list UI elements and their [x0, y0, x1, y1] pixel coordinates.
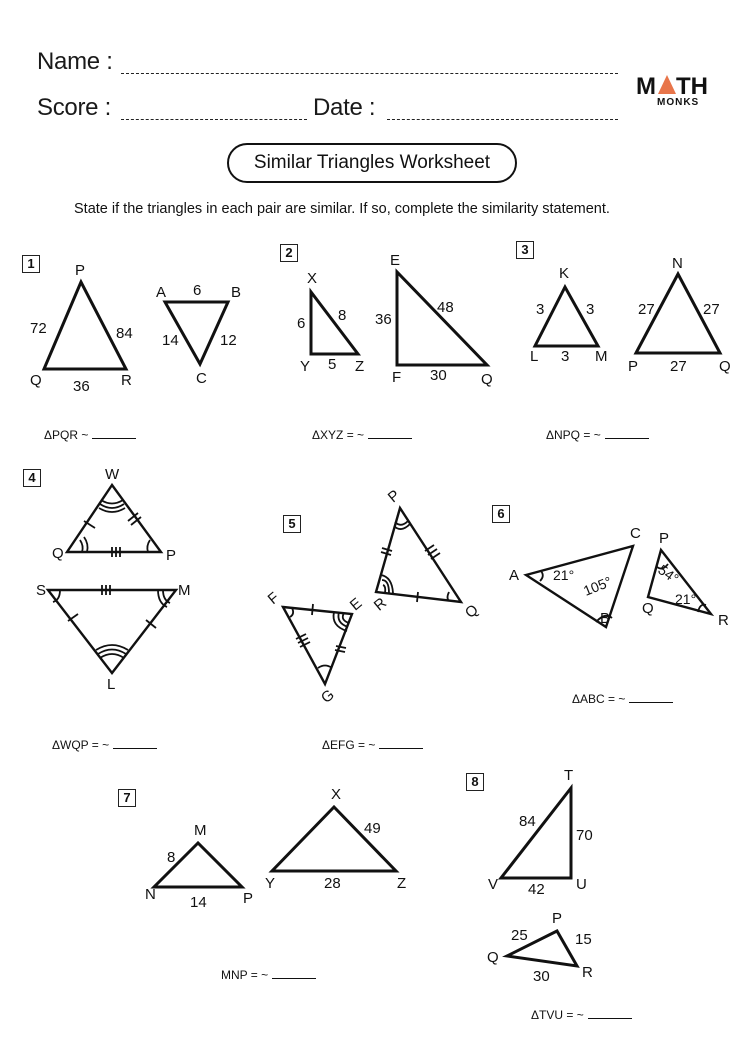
similarity-statement-1: ΔPQR ~ [44, 428, 136, 442]
vertex-label: R [121, 372, 132, 389]
vertex-label: W [105, 466, 120, 483]
triangle-abc-6 [526, 546, 633, 627]
triangle-feg-5 [283, 607, 352, 684]
vertex-label: R [582, 964, 593, 981]
problem-number-4: 4 [23, 469, 41, 487]
vertex-label: C [196, 370, 207, 387]
side-length: 30 [533, 968, 550, 985]
angle-measure: 54° [655, 561, 682, 587]
side-length: 70 [576, 827, 593, 844]
vertex-label: B [600, 610, 611, 627]
vertex-label: Q [30, 372, 42, 389]
answer-blank[interactable] [629, 701, 673, 703]
problem-number-2: 2 [280, 244, 298, 262]
side-length: 5 [328, 356, 337, 373]
answer-blank[interactable] [605, 437, 649, 439]
vertex-label: P [552, 910, 563, 927]
vertex-label: Z [355, 358, 365, 375]
vertex-label: Q [487, 949, 499, 966]
side-length: 3 [561, 348, 570, 365]
vertex-label: Q [642, 600, 654, 617]
side-length: 27 [638, 301, 655, 318]
answer-blank[interactable] [588, 1017, 632, 1019]
problem-number-1: 1 [22, 255, 40, 273]
problem-number-3: 3 [516, 241, 534, 259]
vertex-label: A [509, 567, 520, 584]
similarity-statement-6: ΔABC = ~ [572, 692, 673, 706]
similarity-statement-2: ΔXYZ = ~ [312, 428, 412, 442]
side-length: 72 [30, 320, 47, 337]
side-length: 25 [511, 927, 528, 944]
date-label: Date : [313, 94, 376, 121]
vertex-label: U [576, 876, 587, 893]
similarity-statement-5: ΔEFG = ~ [322, 738, 423, 752]
name-label: Name : [37, 48, 113, 75]
side-length: 36 [73, 378, 90, 395]
vertex-label: P [659, 530, 670, 547]
vertex-label: Q [719, 358, 731, 375]
side-length: 27 [703, 301, 720, 318]
triangle-pqr-1 [44, 282, 126, 369]
angle-measure: 105° [581, 573, 614, 599]
problem-number-7: 7 [118, 789, 136, 807]
vertex-label: Q [461, 601, 482, 622]
vertex-label: F [264, 589, 283, 608]
angle-measure: 21° [675, 591, 697, 607]
vertex-label: P [628, 358, 639, 375]
side-length: 3 [586, 301, 595, 318]
side-length: 12 [220, 332, 237, 349]
side-length: 14 [162, 332, 179, 349]
vertex-label: C [630, 525, 641, 542]
vertex-label: Q [481, 371, 493, 388]
vertex-label: P [384, 486, 404, 507]
angle-measure: 21° [553, 567, 575, 583]
answer-blank[interactable] [92, 437, 136, 439]
side-length: 14 [190, 894, 207, 911]
vertex-label: M [178, 582, 191, 599]
vertex-label: M [595, 348, 608, 365]
side-length: 84 [519, 813, 536, 830]
side-length: 48 [437, 299, 454, 316]
side-length: 84 [116, 325, 133, 342]
vertex-label: A [156, 284, 167, 301]
side-length: 8 [167, 849, 176, 866]
answer-blank[interactable] [368, 437, 412, 439]
answer-blank[interactable] [113, 747, 157, 749]
vertex-label: R [370, 594, 391, 615]
side-length: 27 [670, 358, 687, 375]
side-length: 8 [338, 307, 347, 324]
similarity-statement-7: MNP = ~ [221, 968, 316, 982]
vertex-label: X [307, 270, 318, 287]
vertex-label: S [36, 582, 47, 599]
vertex-label: B [231, 284, 242, 301]
vertex-label: T [564, 767, 574, 784]
vertex-label: Q [52, 545, 64, 562]
vertex-label: G [317, 686, 338, 707]
answer-blank[interactable] [379, 747, 423, 749]
score-label: Score : [37, 94, 111, 121]
worksheet-title: Similar Triangles Worksheet [227, 143, 517, 183]
side-length: 6 [193, 282, 202, 299]
vertex-label: V [488, 876, 499, 893]
vertex-label: E [346, 594, 366, 615]
similarity-statement-8: ΔTVU = ~ [531, 1008, 632, 1022]
vertex-label: E [390, 252, 401, 269]
answer-blank[interactable] [272, 977, 316, 979]
vertex-label: P [75, 262, 86, 279]
triangle-tvu-8 [501, 788, 571, 878]
problem-number-6: 6 [492, 505, 510, 523]
vertex-label: M [194, 822, 207, 839]
side-length: 36 [375, 311, 392, 328]
similarity-statement-4: ΔWQP = ~ [52, 738, 157, 752]
triangle-xyz-2 [311, 292, 358, 354]
problem-number-5: 5 [283, 515, 301, 533]
side-length: 49 [364, 820, 381, 837]
svg-text:TH: TH [676, 73, 708, 100]
triangle-sml-4 [48, 590, 176, 673]
vertex-label: P [243, 890, 254, 907]
vertex-label: R [718, 612, 729, 629]
vertex-label: F [392, 369, 402, 386]
vertex-label: Y [300, 358, 311, 375]
vertex-label: Y [265, 875, 276, 892]
vertex-label: N [672, 255, 683, 272]
vertex-label: L [530, 348, 539, 365]
side-length: 30 [430, 367, 447, 384]
side-length: 28 [324, 875, 341, 892]
triangle-efq-2 [397, 272, 487, 365]
vertex-label: X [331, 786, 342, 803]
problem-number-8: 8 [466, 773, 484, 791]
side-length: 15 [575, 931, 592, 948]
vertex-label: K [559, 265, 570, 282]
vertex-label: N [145, 886, 156, 903]
svg-text:MONKS: MONKS [657, 97, 700, 108]
side-length: 42 [528, 881, 545, 898]
triangle-xyz-7 [272, 807, 396, 871]
side-length: 6 [297, 315, 306, 332]
vertex-label: P [166, 547, 177, 564]
vertex-label: L [107, 676, 116, 693]
similarity-statement-3: ΔNPQ = ~ [546, 428, 649, 442]
side-length: 3 [536, 301, 545, 318]
vertex-label: Z [397, 875, 407, 892]
svg-text:M: M [636, 73, 656, 100]
instructions: State if the triangles in each pair are similar. If so, complete the similarity statement. [74, 201, 610, 217]
